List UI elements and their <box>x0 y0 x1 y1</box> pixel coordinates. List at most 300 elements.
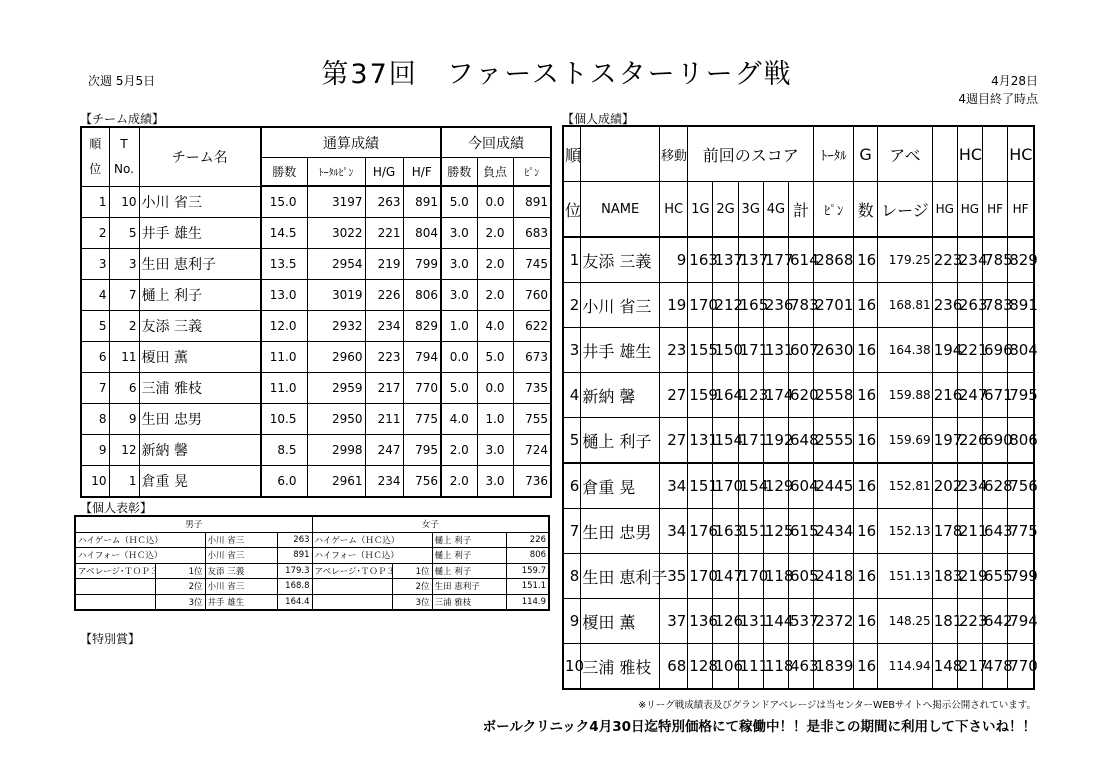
player-games-count: 16 <box>854 463 878 509</box>
male-top3-value: 168.8 <box>277 579 312 595</box>
table-row <box>81 249 551 280</box>
player-game-4: 129 <box>763 463 788 509</box>
player-total-pins: 2555 <box>814 418 854 464</box>
player-hc-hf: 795 <box>1008 373 1034 418</box>
player-game-3: 137 <box>738 237 763 283</box>
team-name: 榎田 薫 <box>139 342 261 373</box>
player-game-2: 163 <box>713 509 738 554</box>
male-top3-name: 友添 三義 <box>205 563 277 579</box>
player-total-pins: 2868 <box>814 237 854 283</box>
team-rank: 5 <box>81 311 109 342</box>
player-hc-hf: 756 <box>1008 463 1034 509</box>
awards-section-label: 【個人表彰】 <box>80 501 153 515</box>
player-games-count: 16 <box>854 599 878 644</box>
player-hc: 35 <box>659 554 687 599</box>
team-name: 生田 恵利子 <box>139 249 261 280</box>
team-total-wins: 11.0 <box>261 373 307 404</box>
female-top3-value: 159.7 <box>506 563 549 579</box>
player-game-3: 165 <box>738 283 763 328</box>
female-top3-value: 114.9 <box>506 594 549 610</box>
player-hf: 628 <box>983 463 1008 509</box>
team-current-wins: 3.0 <box>441 249 477 280</box>
player-rank: 9 <box>563 599 581 644</box>
player-hg: 216 <box>932 373 957 418</box>
player-game-sum: 615 <box>788 509 813 554</box>
table-row <box>563 463 1034 509</box>
table-row <box>563 599 1034 644</box>
player-rank: 5 <box>563 418 581 464</box>
player-hf: 783 <box>983 283 1008 328</box>
player-hf: 690 <box>983 418 1008 464</box>
player-hc: 27 <box>659 418 687 464</box>
player-game-3: 123 <box>738 373 763 418</box>
team-hg: 221 <box>365 218 403 249</box>
report-status: 4週目終了時点 <box>958 92 1038 106</box>
team-hf: 794 <box>403 342 441 373</box>
ind-header-3g: 3G <box>738 182 763 238</box>
team-rank: 8 <box>81 404 109 435</box>
team-current-wins: 2.0 <box>441 435 477 466</box>
team-number: 11 <box>109 342 139 373</box>
player-hf: 643 <box>983 509 1008 554</box>
player-games-count: 16 <box>854 328 878 373</box>
player-rank: 1 <box>563 237 581 283</box>
player-games-count: 16 <box>854 373 878 418</box>
player-average: 151.13 <box>878 554 933 599</box>
player-game-2: 154 <box>713 418 738 464</box>
player-game-1: 155 <box>688 328 713 373</box>
ind-header-hg: HG <box>932 182 957 238</box>
player-hc-hg: 219 <box>957 554 982 599</box>
player-name: 生田 忠男 <box>581 509 660 554</box>
individual-standings-table <box>562 125 1038 690</box>
team-hg: 247 <box>365 435 403 466</box>
female-high-game-label: ハイゲーム（ＨＣ込） <box>312 532 432 548</box>
team-current-pins: 891 <box>513 186 551 218</box>
player-hg: 183 <box>932 554 957 599</box>
player-game-1: 170 <box>688 554 713 599</box>
ind-header-1g: 1G <box>688 182 713 238</box>
team-current-pins: 755 <box>513 404 551 435</box>
player-hc-hf: 806 <box>1008 418 1034 464</box>
player-total-pins: 2630 <box>814 328 854 373</box>
female-average-label <box>312 594 392 610</box>
header-current-wins: 勝数 <box>441 158 477 187</box>
male-top3-value: 164.4 <box>277 594 312 610</box>
male-top3-name: 井手 雄生 <box>205 594 277 610</box>
player-hc-hg: 247 <box>957 373 982 418</box>
table-row <box>81 373 551 404</box>
team-current-pins: 683 <box>513 218 551 249</box>
player-rank: 8 <box>563 554 581 599</box>
ind-header-games-bottom: 数 <box>854 182 878 238</box>
team-rank: 3 <box>81 249 109 280</box>
player-game-1: 176 <box>688 509 713 554</box>
player-games-count: 16 <box>854 554 878 599</box>
player-name: 友添 三義 <box>581 237 660 283</box>
player-game-4: 144 <box>763 599 788 644</box>
player-game-1: 170 <box>688 283 713 328</box>
female-high-four-value: 806 <box>506 548 549 564</box>
player-game-4: 236 <box>763 283 788 328</box>
player-game-2: 150 <box>713 328 738 373</box>
male-high-game-value: 263 <box>277 532 312 548</box>
player-name: 生田 恵利子 <box>581 554 660 599</box>
player-game-sum: 783 <box>788 283 813 328</box>
player-total-pins: 2558 <box>814 373 854 418</box>
team-total-wins: 15.0 <box>261 186 307 218</box>
player-hc-hf: 891 <box>1008 283 1034 328</box>
player-rank: 4 <box>563 373 581 418</box>
female-top3-rank: 1位 <box>392 563 432 579</box>
player-total-pins: 2701 <box>814 283 854 328</box>
player-name: 榎田 薫 <box>581 599 660 644</box>
player-hc-hf: 799 <box>1008 554 1034 599</box>
team-current-pins: 745 <box>513 249 551 280</box>
team-current-wins: 3.0 <box>441 280 477 311</box>
player-hc-hf: 775 <box>1008 509 1034 554</box>
team-total-pins: 2998 <box>307 435 365 466</box>
player-hc-hg: 221 <box>957 328 982 373</box>
ind-header-move: 移動 <box>659 126 687 182</box>
female-high-game-name: 樋上 利子 <box>432 532 506 548</box>
player-total-pins: 2418 <box>814 554 854 599</box>
team-total-pins: 2932 <box>307 311 365 342</box>
male-top3-rank: 2位 <box>155 579 205 595</box>
player-game-4: 177 <box>763 237 788 283</box>
table-row <box>563 509 1034 554</box>
team-hf: 891 <box>403 186 441 218</box>
header-hf: H/F <box>403 158 441 187</box>
team-hg: 211 <box>365 404 403 435</box>
player-game-sum: 537 <box>788 599 813 644</box>
team-hf: 804 <box>403 218 441 249</box>
team-total-wins: 14.5 <box>261 218 307 249</box>
team-hg: 234 <box>365 311 403 342</box>
team-current-pins: 736 <box>513 466 551 498</box>
female-top3-name: 生田 恵利子 <box>432 579 506 595</box>
team-number: 3 <box>109 249 139 280</box>
player-games-count: 16 <box>854 644 878 690</box>
table-row <box>563 237 1034 283</box>
male-high-four-value: 891 <box>277 548 312 564</box>
female-average-label: アベレージ･ＴＯＰ３ <box>312 563 392 579</box>
ind-header-total-bottom: ﾋﾟﾝ <box>814 182 854 238</box>
player-hc-hg: 223 <box>957 599 982 644</box>
player-hf: 642 <box>983 599 1008 644</box>
male-high-game-name: 小川 省三 <box>205 532 277 548</box>
player-games-count: 16 <box>854 237 878 283</box>
player-hc: 34 <box>659 509 687 554</box>
player-average: 179.25 <box>878 237 933 283</box>
player-game-2: 212 <box>713 283 738 328</box>
team-current-wins: 5.0 <box>441 186 477 218</box>
ind-header-rank-top: 順 <box>563 126 581 182</box>
team-hg: 223 <box>365 342 403 373</box>
team-number: 12 <box>109 435 139 466</box>
team-standings-table <box>80 126 552 498</box>
ind-header-games-top: G <box>854 126 878 182</box>
player-hc: 37 <box>659 599 687 644</box>
ind-header-name-top <box>581 126 660 182</box>
header-team-no: T No. <box>109 127 139 186</box>
ind-header-rank-bottom: 位 <box>563 182 581 238</box>
team-hg: 234 <box>365 466 403 498</box>
player-hg: 223 <box>932 237 957 283</box>
player-game-2: 126 <box>713 599 738 644</box>
team-rank: 6 <box>81 342 109 373</box>
player-games-count: 16 <box>854 283 878 328</box>
ind-header-hc-hg-top: HC <box>957 126 982 182</box>
team-name: 新納 馨 <box>139 435 261 466</box>
team-rank: 1 <box>81 186 109 218</box>
awards-male-header: 男子 <box>75 516 312 532</box>
table-row <box>81 342 551 373</box>
team-total-wins: 11.0 <box>261 342 307 373</box>
header-wins: 勝数 <box>261 158 307 187</box>
team-rank: 10 <box>81 466 109 498</box>
team-total-wins: 13.0 <box>261 280 307 311</box>
award-top3-row <box>75 563 549 579</box>
player-game-sum: 620 <box>788 373 813 418</box>
team-current-pins: 622 <box>513 311 551 342</box>
team-name: 倉重 晃 <box>139 466 261 498</box>
player-game-sum: 605 <box>788 554 813 599</box>
team-current-losses: 4.0 <box>477 311 513 342</box>
player-game-1: 151 <box>688 463 713 509</box>
player-hg: 236 <box>932 283 957 328</box>
team-total-wins: 8.5 <box>261 435 307 466</box>
table-row <box>81 280 551 311</box>
player-game-4: 174 <box>763 373 788 418</box>
team-total-pins: 2954 <box>307 249 365 280</box>
team-number: 9 <box>109 404 139 435</box>
player-games-count: 16 <box>854 509 878 554</box>
team-total-pins: 2960 <box>307 342 365 373</box>
player-rank: 10 <box>563 644 581 690</box>
player-name: 三浦 雅枝 <box>581 644 660 690</box>
team-current-losses: 2.0 <box>477 218 513 249</box>
team-total-pins: 2961 <box>307 466 365 498</box>
table-row <box>81 218 551 249</box>
table-row <box>563 418 1034 464</box>
male-high-four-label: ハイフォー（ＨＣ込） <box>75 548 205 564</box>
ind-header-hc-hf-top: HC <box>1008 126 1034 182</box>
player-game-1: 131 <box>688 418 713 464</box>
team-name: 三浦 雅枝 <box>139 373 261 404</box>
male-top3-rank: 3位 <box>155 594 205 610</box>
player-average: 152.13 <box>878 509 933 554</box>
header-current-results: 今回成績 <box>441 127 551 158</box>
player-hf: 478 <box>983 644 1008 690</box>
team-current-pins: 673 <box>513 342 551 373</box>
team-current-pins: 724 <box>513 435 551 466</box>
team-current-losses: 1.0 <box>477 404 513 435</box>
female-top3-rank: 3位 <box>392 594 432 610</box>
team-current-wins: 3.0 <box>441 218 477 249</box>
team-number: 7 <box>109 280 139 311</box>
player-game-3: 171 <box>738 328 763 373</box>
female-top3-name: 樋上 利子 <box>432 563 506 579</box>
player-hg: 197 <box>932 418 957 464</box>
female-average-label <box>312 579 392 595</box>
player-average: 164.38 <box>878 328 933 373</box>
award-top3-row <box>75 594 549 610</box>
team-total-pins: 3019 <box>307 280 365 311</box>
player-hf: 671 <box>983 373 1008 418</box>
header-total-results: 通算成績 <box>261 127 441 158</box>
team-total-pins: 3197 <box>307 186 365 218</box>
player-total-pins: 2434 <box>814 509 854 554</box>
team-current-wins: 5.0 <box>441 373 477 404</box>
team-number: 5 <box>109 218 139 249</box>
player-average: 148.25 <box>878 599 933 644</box>
player-game-1: 136 <box>688 599 713 644</box>
table-row <box>563 328 1034 373</box>
ind-header-hf-top <box>983 126 1008 182</box>
team-current-wins: 2.0 <box>441 466 477 498</box>
team-current-pins: 760 <box>513 280 551 311</box>
player-game-2: 147 <box>713 554 738 599</box>
player-game-3: 171 <box>738 418 763 464</box>
team-hg: 263 <box>365 186 403 218</box>
player-hc-hf: 770 <box>1008 644 1034 690</box>
player-game-4: 118 <box>763 554 788 599</box>
team-current-losses: 3.0 <box>477 466 513 498</box>
table-row <box>81 435 551 466</box>
player-hc-hg: 234 <box>957 237 982 283</box>
table-row <box>81 466 551 498</box>
player-hg: 202 <box>932 463 957 509</box>
ind-header-hc-hf-bottom: HF <box>1008 182 1034 238</box>
ind-header-hc-hg-bottom: HG <box>957 182 982 238</box>
player-games-count: 16 <box>854 418 878 464</box>
next-week-date: 次週 5月5日 <box>88 74 156 88</box>
award-top3-row <box>75 579 549 595</box>
header-rank: 順位 <box>81 127 109 186</box>
ind-header-hf: HF <box>983 182 1008 238</box>
female-high-four-label: ハイフォー（ＨＣ込） <box>312 548 432 564</box>
ind-header-2g: 2G <box>713 182 738 238</box>
player-name: 新納 馨 <box>581 373 660 418</box>
player-hc-hf: 794 <box>1008 599 1034 644</box>
male-top3-rank: 1位 <box>155 563 205 579</box>
ind-header-previous-scores: 前回のスコア <box>688 126 814 182</box>
player-hg: 178 <box>932 509 957 554</box>
player-total-pins: 2445 <box>814 463 854 509</box>
team-hf: 770 <box>403 373 441 404</box>
player-game-sum: 648 <box>788 418 813 464</box>
ind-header-sum: 計 <box>788 182 813 238</box>
player-hg: 181 <box>932 599 957 644</box>
player-hf: 696 <box>983 328 1008 373</box>
player-game-sum: 614 <box>788 237 813 283</box>
player-game-2: 106 <box>713 644 738 690</box>
player-hc-hg: 211 <box>957 509 982 554</box>
player-hc-hg: 217 <box>957 644 982 690</box>
team-name: 友添 三義 <box>139 311 261 342</box>
player-game-sum: 463 <box>788 644 813 690</box>
player-game-3: 131 <box>738 599 763 644</box>
player-rank: 7 <box>563 509 581 554</box>
table-row <box>563 644 1034 690</box>
team-hg: 226 <box>365 280 403 311</box>
team-total-wins: 10.5 <box>261 404 307 435</box>
player-total-pins: 1839 <box>814 644 854 690</box>
team-hf: 775 <box>403 404 441 435</box>
team-name: 樋上 利子 <box>139 280 261 311</box>
team-current-wins: 4.0 <box>441 404 477 435</box>
team-current-losses: 0.0 <box>477 373 513 404</box>
report-date-value: 4月28日 <box>991 74 1038 88</box>
footnote: ※リーグ戦成績表及びグランドアベレージは当センターWEBサイトへ掲示公開されています。 <box>638 700 1036 711</box>
player-average: 159.88 <box>878 373 933 418</box>
player-hf: 655 <box>983 554 1008 599</box>
male-average-label: アベレージ･ＴＯＰ３ <box>75 563 155 579</box>
player-game-1: 128 <box>688 644 713 690</box>
team-hf: 806 <box>403 280 441 311</box>
team-name: 小川 省三 <box>139 186 261 218</box>
player-game-2: 164 <box>713 373 738 418</box>
team-current-wins: 0.0 <box>441 342 477 373</box>
player-game-2: 170 <box>713 463 738 509</box>
report-date <box>900 72 1038 108</box>
player-average: 114.94 <box>878 644 933 690</box>
individual-section-label: 【個人成績】 <box>562 112 635 126</box>
player-name: 井手 雄生 <box>581 328 660 373</box>
player-game-3: 151 <box>738 509 763 554</box>
header-team-name: チーム名 <box>139 127 261 186</box>
team-total-pins: 2959 <box>307 373 365 404</box>
team-hf: 799 <box>403 249 441 280</box>
female-top3-name: 三浦 雅枝 <box>432 594 506 610</box>
male-average-label <box>75 579 155 595</box>
player-game-4: 192 <box>763 418 788 464</box>
ind-header-hc: HC <box>659 182 687 238</box>
player-game-3: 111 <box>738 644 763 690</box>
header-hg: H/G <box>365 158 403 187</box>
page-title: 第37回 ファーストスターリーグ戦 <box>321 59 793 90</box>
ind-header-total-top: ﾄｰﾀﾙ <box>814 126 854 182</box>
player-game-sum: 607 <box>788 328 813 373</box>
team-rank: 4 <box>81 280 109 311</box>
team-current-losses: 5.0 <box>477 342 513 373</box>
player-average: 152.81 <box>878 463 933 509</box>
player-average: 159.69 <box>878 418 933 464</box>
player-hf: 785 <box>983 237 1008 283</box>
player-name: 倉重 晃 <box>581 463 660 509</box>
team-number: 10 <box>109 186 139 218</box>
player-hc: 9 <box>659 237 687 283</box>
ind-header-hg-top <box>932 126 957 182</box>
team-hf: 756 <box>403 466 441 498</box>
team-rank: 9 <box>81 435 109 466</box>
female-high-game-value: 226 <box>506 532 549 548</box>
team-current-losses: 3.0 <box>477 435 513 466</box>
player-hc-hf: 804 <box>1008 328 1034 373</box>
team-current-losses: 2.0 <box>477 249 513 280</box>
player-hc: 27 <box>659 373 687 418</box>
team-current-wins: 1.0 <box>441 311 477 342</box>
table-row <box>563 283 1034 328</box>
team-total-wins: 13.5 <box>261 249 307 280</box>
team-name: 井手 雄生 <box>139 218 261 249</box>
player-game-3: 170 <box>738 554 763 599</box>
awards-table <box>74 515 550 611</box>
ind-header-4g: 4G <box>763 182 788 238</box>
team-number: 2 <box>109 311 139 342</box>
table-row <box>81 311 551 342</box>
